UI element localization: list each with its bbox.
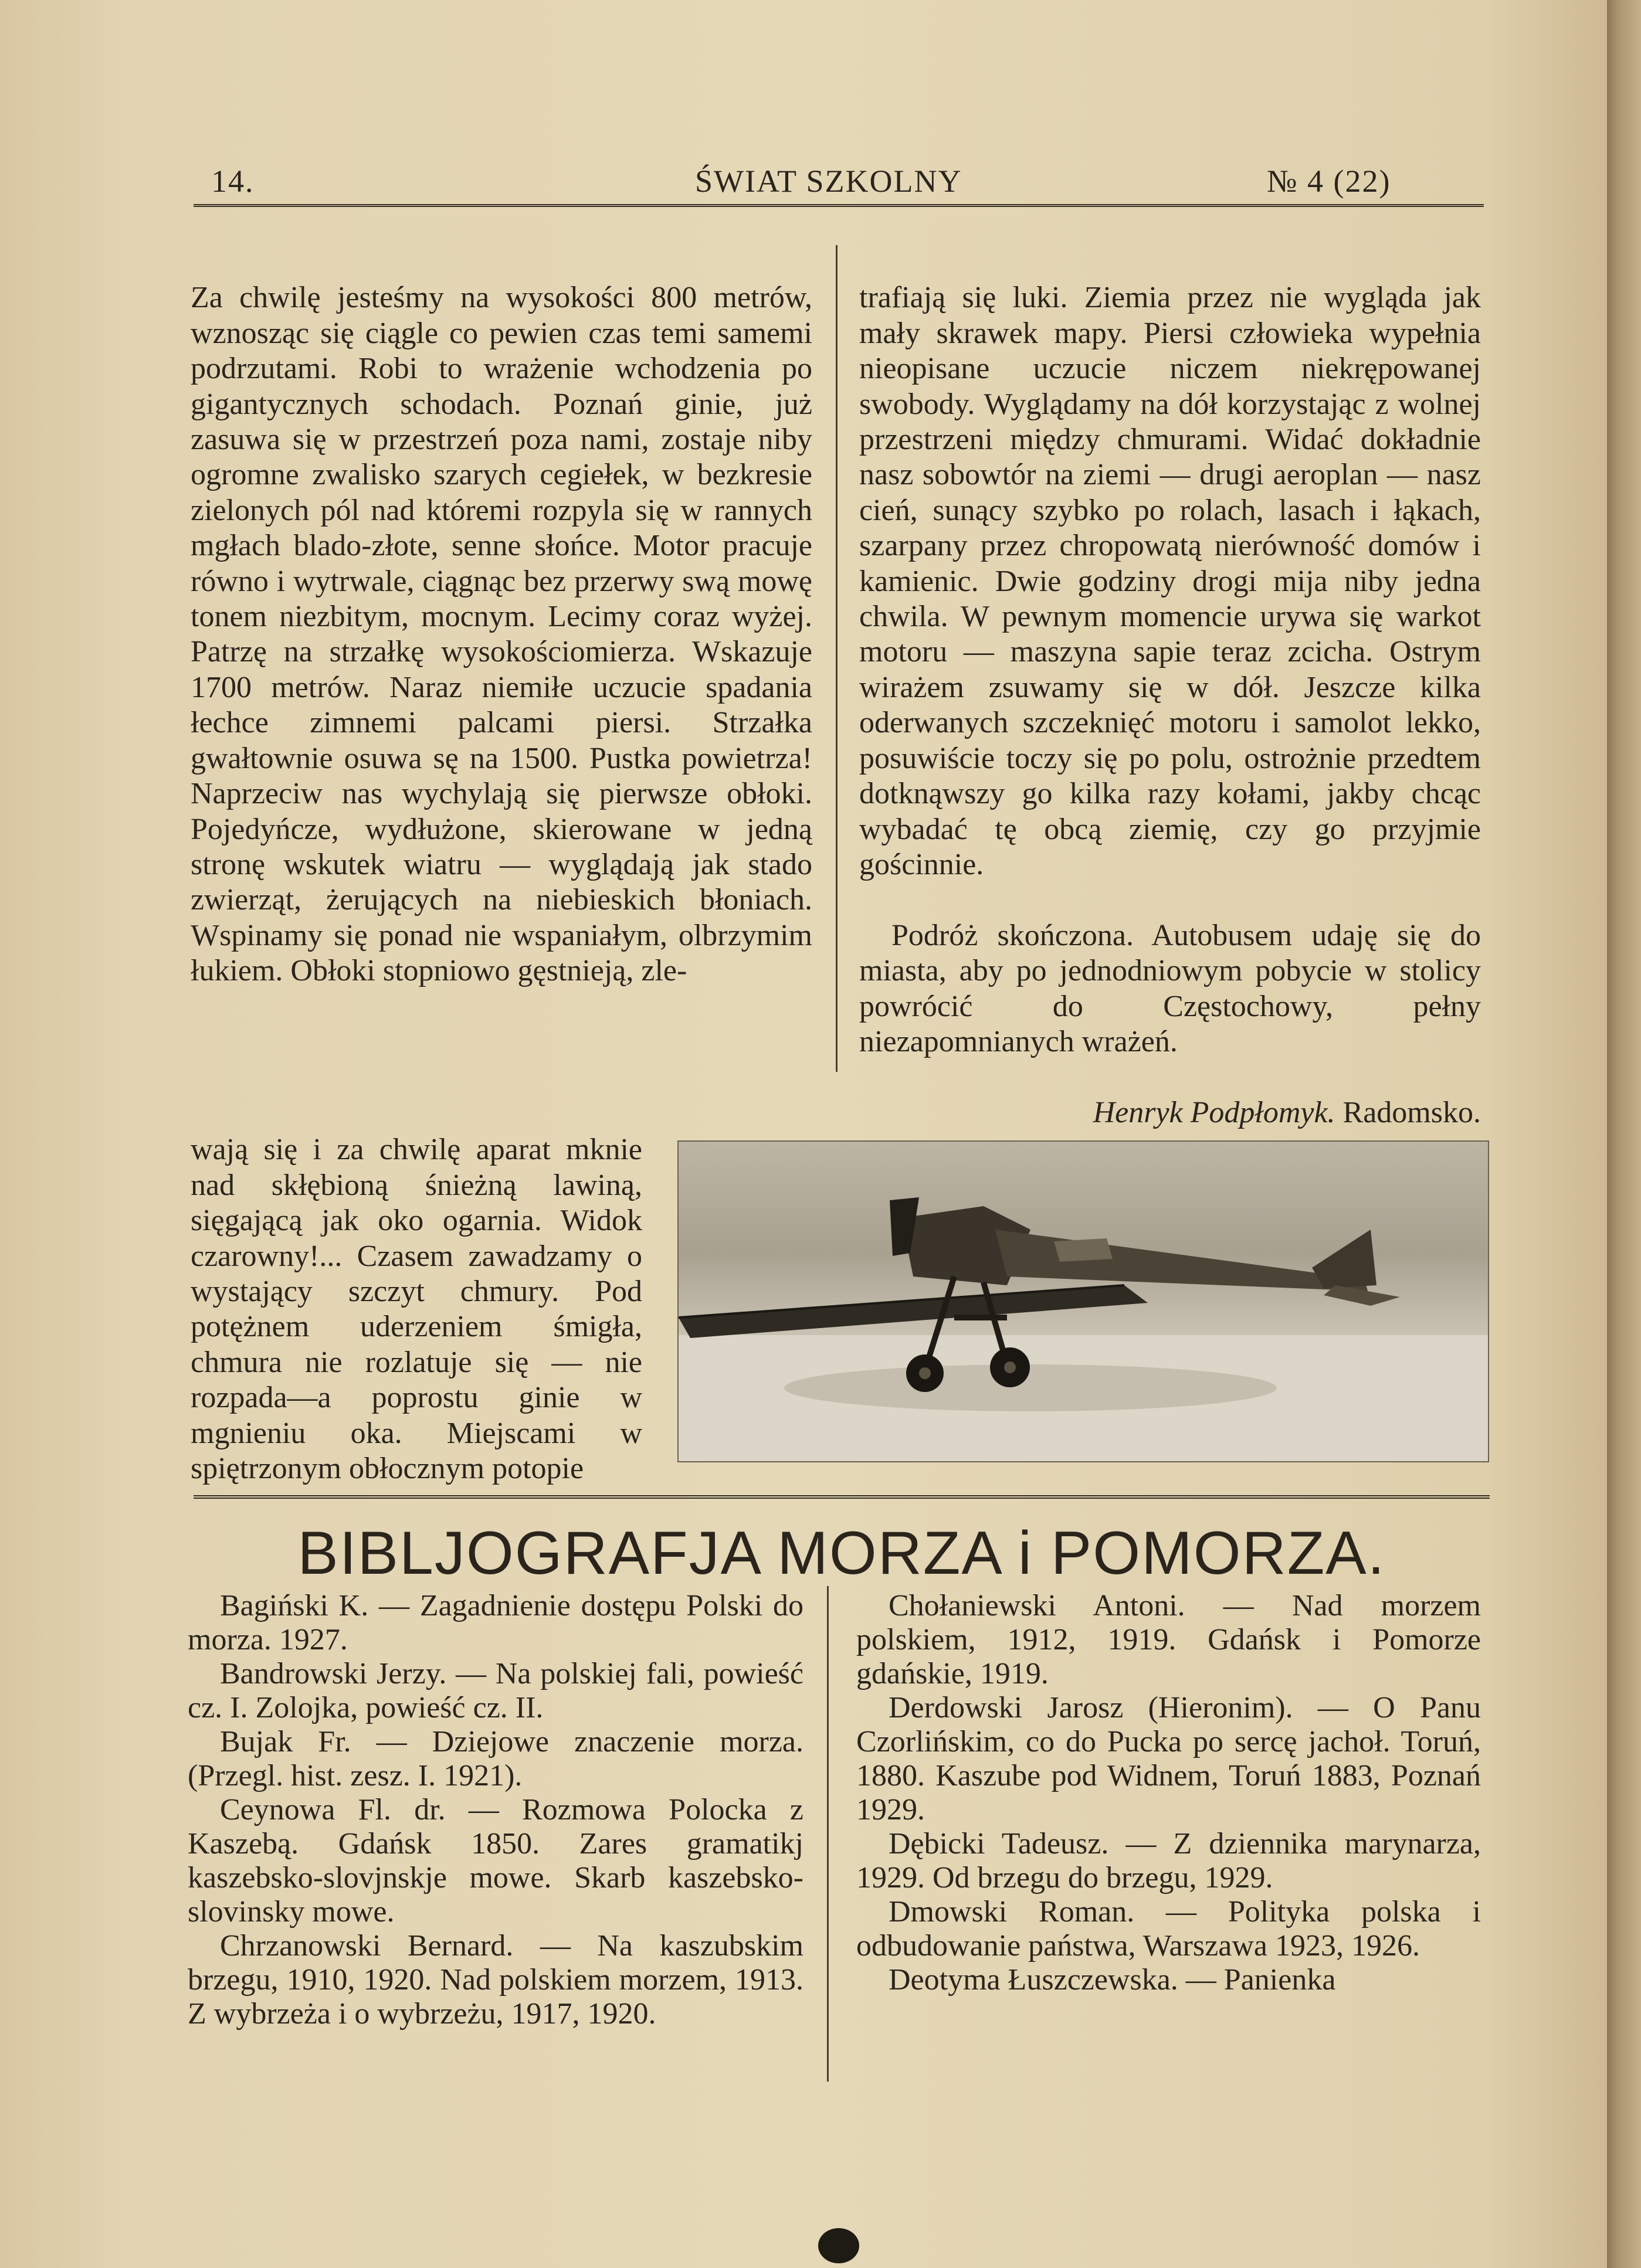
running-header (194, 163, 1472, 204)
page-number: 14. (211, 164, 255, 199)
ink-stain (818, 2228, 859, 2263)
column-divider (836, 245, 838, 1072)
bibliography-entry: Ceynowa Fl. dr. — Rozmowa Polocka z Kaszebą. Gdańsk 1850. Zares gramatikj kaszebsko-slovjnskje mowe. Skarb kaszebsko-slovinsky mowe. (188, 1793, 803, 1929)
section-title: BIBLJOGRAFJA MORZA i POMORZA. (297, 1519, 1386, 1587)
issue-number: № 4 (22) (1267, 164, 1391, 199)
article-paragraph: Za chwilę jesteśmy na wysokości 800 metrów, wznosząc się ciągle co pewien czas temi samemi podrzutami. Robi to wrażenie wchodzenia po gigantycznych schodach. Poznań ginie, już zasuwa się w przestrzeń poza nami, zostaje niby ogromne zwalisko szarych cegiełek, w bezkresie zielonych pól nad któremi rozpyla się w rannych mgłach blado-złote, senne słońce. Motor pracuje równo i wytrwale, ciągnąc bez przerwy swą mowę tonem niezbitym, mocnym. Lecimy coraz wyżej. Patrzę na strzałkę wysokościomierza. Wskazuje 1700 metrów. Naraz niemiłe uczucie spadania łechce zimnemi palcami piersi. Strzałka gwałtownie osuwa sę na 1500. Pustka powietrza! Naprzeciw nas wychylają się pierwsze obłoki. Pojedyńcze, wydłużone, skierowane w jedną stronę wskutek wiatru — wyglądają jak stado zwierząt, żerujących na niebieskich błoniach. Wspinamy się ponad nie wspaniałym, olbrzymim łukiem. Obłoki stopniowo gęstnieją, zle- (191, 281, 812, 988)
article-paragraph: wają się i za chwilę aparat mknie nad skłębioną śnieżną lawiną, sięgającą jak oko ogarnia. Widok czarowny!... Czasem zawadzamy o wystający szczyt chmury. Pod potężnem uderzeniem śmigła, chmura nie rozlatuje się — nie rozpada—a poprostu ginie w mgnieniu oka. Miejscami w spiętrzonym obłocznym potopie (191, 1133, 642, 1486)
article-signature (859, 1095, 1481, 1130)
airplane-photo (677, 1140, 1489, 1462)
article-paragraph: Podróż skończona. Autobusem udaję się do miasta, aby po jednodniowym pobycie w stolicy powrócić do Częstochowy, pełny niezapomnianych wrażeń. (859, 918, 1481, 1058)
section-divider (194, 1495, 1490, 1499)
bibliography-entry: Chołaniewski Antoni. — Nad morzem polskiem, 1912, 1919. Gdańsk i Pomorze gdańskie, 1919. (856, 1589, 1481, 1690)
article-paragraph: trafiają się luki. Ziemia przez nie wygląda jak mały skrawek mapy. Piersi człowieka wypełnia nieopisane uczucie niczem niekrępowanej swobody. Wyglądamy na dół korzystając z wolnej przestrzeni między chmurami. Widać dokładnie nasz sobowtór na ziemi — drugi aeroplan — nasz cień, sunący szybko po rolach, lasach i łąkach, szarpany przez chropowatą nierówność domów i kamienic. Dwie godziny drogi mija niby jedna chwila. W pewnym momencie urywa się warkot motoru — maszyna sapie teraz zcicha. Ostrym wirażem zsuwamy się w dół. Jeszcze kilka oderwanych szczeknięć motoru i samolot lekko, posuwiście toczy się po polu, ostrożnie przedtem dotknąwszy go kilka razy kołami, jakby chcąc wybadać tę obcą ziemię, czy go przyjmie gościnnie. (859, 281, 1481, 881)
bibliography-entry: Derdowski Jarosz (Hieronim). — O Panu Czorlińskim, co do Pucka po sercę jachoł. Toruń, 1880. Kaszube pod Widnem, Toruń 1883, Poznań 1929. (856, 1691, 1481, 1826)
bibliography-entry: Bujak Fr. — Dziejowe znaczenie morza. (Przegl. hist. zesz. I. 1921). (188, 1725, 803, 1792)
article-left-column-continued (191, 1097, 642, 1522)
bibliography-entry: Bagiński K. — Zagadnienie dostępu Polski do morza. 1927. (188, 1589, 803, 1656)
author-place: Radomsko. (1342, 1095, 1481, 1129)
bibliography-right-column (856, 1589, 1481, 1997)
column-divider (827, 1586, 829, 2082)
article-right-column (859, 245, 1481, 1166)
bibliography-entry: Chrzanowski Bernard. — Na kaszubskim brzegu, 1910, 1920. Nad polskiem morzem, 1913. Z wybrzeża i o wybrzeżu, 1917, 1920. (188, 1929, 803, 2031)
bibliography-entry: Deotyma Łuszczewska. — Panienka (889, 1963, 1336, 1997)
bibliography-entry: Dmowski Roman. — Polityka polska i odbudowanie państwa, Warszawa 1923, 1926. (856, 1895, 1481, 1963)
header-rule (194, 204, 1484, 207)
author-name: Henryk Podpłomyk. (1093, 1095, 1335, 1129)
bibliography-entry: Dębicki Tadeusz. — Z dziennika marynarza, 1929. Od brzegu do brzegu, 1929. (856, 1827, 1481, 1894)
magazine-title: ŚWIAT SZKOLNY (695, 164, 962, 199)
bibliography-entry: Bandrowski Jerzy. — Na polskiej fali, powieść cz. I. Zolojka, powieść cz. II. (188, 1657, 803, 1724)
bibliography-left-column (188, 1589, 803, 2031)
article-left-column (191, 245, 812, 1024)
